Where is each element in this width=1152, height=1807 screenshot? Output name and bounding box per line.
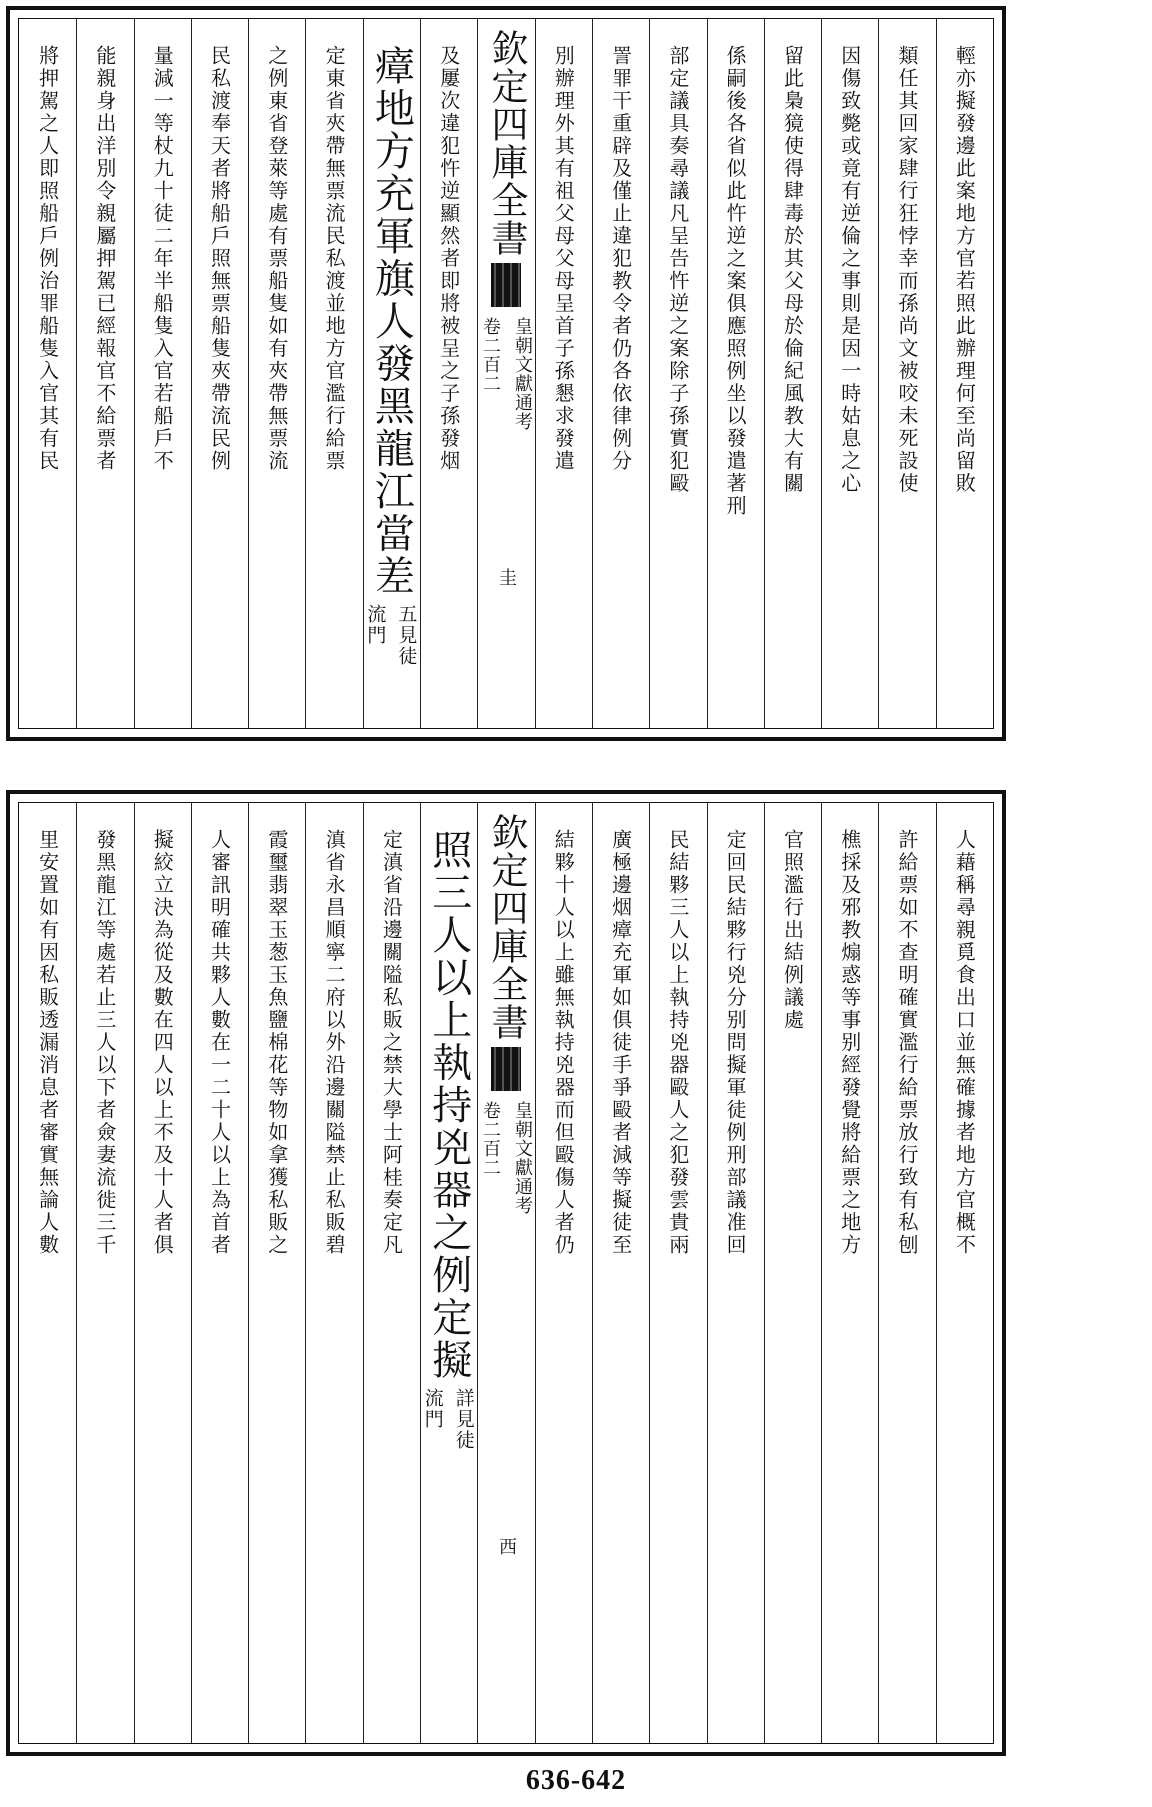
center-band <box>477 803 534 1743</box>
column-rule <box>535 803 536 1743</box>
text-column <box>878 803 935 1743</box>
column-text: 官照濫行出結例議處 <box>780 829 805 1032</box>
interlinear-note <box>362 604 420 667</box>
column-text: 發黑龍江等處若止三人以下者僉妻流徙三千 <box>92 829 117 1257</box>
column-text: 照三人以上執持兇器之例定擬 <box>425 829 472 1382</box>
center-subtitle <box>477 317 535 431</box>
text-column <box>248 19 305 728</box>
column-text: 因傷致斃或竟有逆倫之事則是因一時姑息之心 <box>837 45 862 495</box>
column-rule <box>477 19 478 728</box>
text-column <box>305 19 362 728</box>
column-rule <box>420 803 421 1743</box>
center-subtitle-line: 皇朝文獻通考 <box>511 317 533 431</box>
column-text: 部定議具奏尋議凡呈告忤逆之案除子孫實犯毆 <box>665 45 690 495</box>
folio-number: 西 <box>495 1537 517 1555</box>
column-text: 之例東省登萊等處有票船隻如有夾帶無票流 <box>264 45 289 473</box>
column-rule <box>191 803 192 1743</box>
text-column <box>592 19 649 728</box>
column-text: 量減一等杖九十徒二年半船隻入官若船戶不 <box>150 45 175 473</box>
text-column <box>707 19 764 728</box>
note-line: 詳見徒 <box>452 1387 475 1451</box>
text-column <box>19 803 76 1743</box>
top-leaf <box>6 6 1006 741</box>
bottom-leaf <box>6 790 1006 1756</box>
column-text: 民私渡奉天者將船戶照無票船隻夾帶流民例 <box>207 45 232 473</box>
column-rule <box>363 19 364 728</box>
column-text: 係嗣後各省似此忤逆之案俱應照例坐以發遣著刑 <box>723 45 748 518</box>
fish-tail-mark <box>491 1047 521 1091</box>
text-column <box>592 803 649 1743</box>
column-rule <box>363 803 364 1743</box>
column-rule <box>248 803 249 1743</box>
interlinear-note <box>420 1388 478 1451</box>
folio-number: 圭 <box>495 568 517 587</box>
column-rule <box>649 803 650 1743</box>
text-column <box>19 19 76 728</box>
text-column <box>936 803 993 1743</box>
text-column <box>535 19 592 728</box>
text-column <box>420 803 477 1743</box>
text-column <box>707 803 764 1743</box>
column-rule <box>936 803 937 1743</box>
bottom-leaf-frame <box>18 802 994 1744</box>
text-column <box>535 803 592 1743</box>
column-text: 定回民結夥行兇分别問擬軍徒例刑部議准回 <box>723 829 748 1257</box>
column-rule <box>592 803 593 1743</box>
text-column <box>363 19 420 728</box>
column-rule <box>764 803 765 1743</box>
text-column <box>764 803 821 1743</box>
text-column <box>649 803 706 1743</box>
text-column <box>821 803 878 1743</box>
text-column <box>363 803 420 1743</box>
text-column <box>764 19 821 728</box>
text-column <box>878 19 935 728</box>
column-rule <box>821 803 822 1743</box>
column-rule <box>878 19 879 728</box>
column-text: 定滇省沿邊關隘私販之禁大學士阿桂奏定凡 <box>379 829 404 1257</box>
note-line: 五見徒 <box>395 603 418 667</box>
text-column <box>191 19 248 728</box>
column-text: 結夥十人以上雖無執持兇器而但毆傷人者仍 <box>551 829 576 1257</box>
center-band <box>477 19 534 728</box>
top-leaf-frame <box>18 18 994 729</box>
column-text: 瘴地方充軍旗人發黑龍江當差 <box>368 45 415 598</box>
center-subtitle-line: 皇朝文獻通考 <box>511 1101 533 1215</box>
column-rule <box>305 803 306 1743</box>
column-rule <box>649 19 650 728</box>
center-subtitle <box>477 1101 535 1215</box>
column-text: 擬絞立決為從及數在四人以上不及十人者俱 <box>150 829 175 1257</box>
column-text: 樵採及邪教煽惑等事别經發覺將給票之地方 <box>837 829 862 1257</box>
column-text: 民結夥三人以上執持兇器毆人之犯發雲貴兩 <box>665 829 690 1257</box>
text-column <box>649 19 706 728</box>
column-text: 詈罪干重辟及僅止違犯教令者仍各依律例分 <box>608 45 633 473</box>
column-text: 人藉稱尋親覓食出口並無確據者地方官概不 <box>952 829 977 1257</box>
column-text: 里安置如有因私販透漏消息者審實無論人數 <box>35 829 60 1257</box>
column-rule <box>878 803 879 1743</box>
page-number: 636-642 <box>525 1765 627 1796</box>
column-rule <box>764 19 765 728</box>
column-rule <box>134 803 135 1743</box>
column-text: 輕亦擬發邊此案地方官若照此辦理何至尚留敗 <box>952 45 977 495</box>
column-text: 廣極邊烟瘴充軍如俱徒手爭毆者減等擬徒至 <box>608 829 633 1257</box>
column-rule <box>305 19 306 728</box>
text-column <box>76 19 133 728</box>
column-text: 別辦理外其有祖父母父母呈首子孫懇求發遣 <box>551 45 576 473</box>
column-rule <box>134 19 135 728</box>
column-rule <box>248 19 249 728</box>
column-text: 留此梟獍使得肆毒於其父母於倫紀風教大有關 <box>780 45 805 495</box>
fish-tail-mark <box>491 263 521 307</box>
column-with-note <box>420 803 478 1743</box>
text-column <box>76 803 133 1743</box>
text-column <box>191 803 248 1743</box>
column-text: 及屢次違犯忤逆顯然者即將被呈之子孫發烟 <box>436 45 461 473</box>
column-with-note <box>362 19 420 728</box>
column-text: 霞璽翡翠玉葱玉魚鹽棉花等物如拿獲私販之 <box>264 829 289 1257</box>
center-title: 欽定四庫全書 <box>484 29 528 257</box>
center-subtitle-line: 卷二百二 <box>479 1101 501 1177</box>
column-text: 定東省夾帶無票流民私渡並地方官濫行給票 <box>322 45 347 473</box>
text-column <box>248 803 305 1743</box>
text-column <box>821 19 878 728</box>
column-rule <box>76 19 77 728</box>
column-text: 將押駕之人即照船戶例治罪船隻入官其有民 <box>35 45 60 473</box>
column-text: 滇省永昌順寧二府以外沿邊關隘禁止私販碧 <box>322 829 347 1257</box>
column-rule <box>592 19 593 728</box>
column-text: 人審訊明確共夥人數在一二十人以上為首者 <box>207 829 232 1257</box>
note-line: 流門 <box>364 603 387 646</box>
text-column <box>134 19 191 728</box>
column-rule <box>707 19 708 728</box>
center-subtitle-line: 卷二百二 <box>479 317 501 393</box>
text-column <box>420 19 477 728</box>
column-rule <box>191 19 192 728</box>
text-column <box>936 19 993 728</box>
column-rule <box>76 803 77 1743</box>
column-rule <box>707 803 708 1743</box>
text-column <box>134 803 191 1743</box>
column-rule <box>821 19 822 728</box>
column-text: 類任其回家肆行狂悖幸而孫尚文被咬未死設使 <box>895 45 920 495</box>
column-text: 許給票如不查明確實濫行給票放行致有私刨 <box>895 829 920 1257</box>
text-column <box>305 803 362 1743</box>
column-rule <box>936 19 937 728</box>
center-title: 欽定四庫全書 <box>484 813 528 1041</box>
column-text: 能親身出洋別令親屬押駕已經報官不給票者 <box>92 45 117 473</box>
note-line: 流門 <box>421 1387 444 1430</box>
